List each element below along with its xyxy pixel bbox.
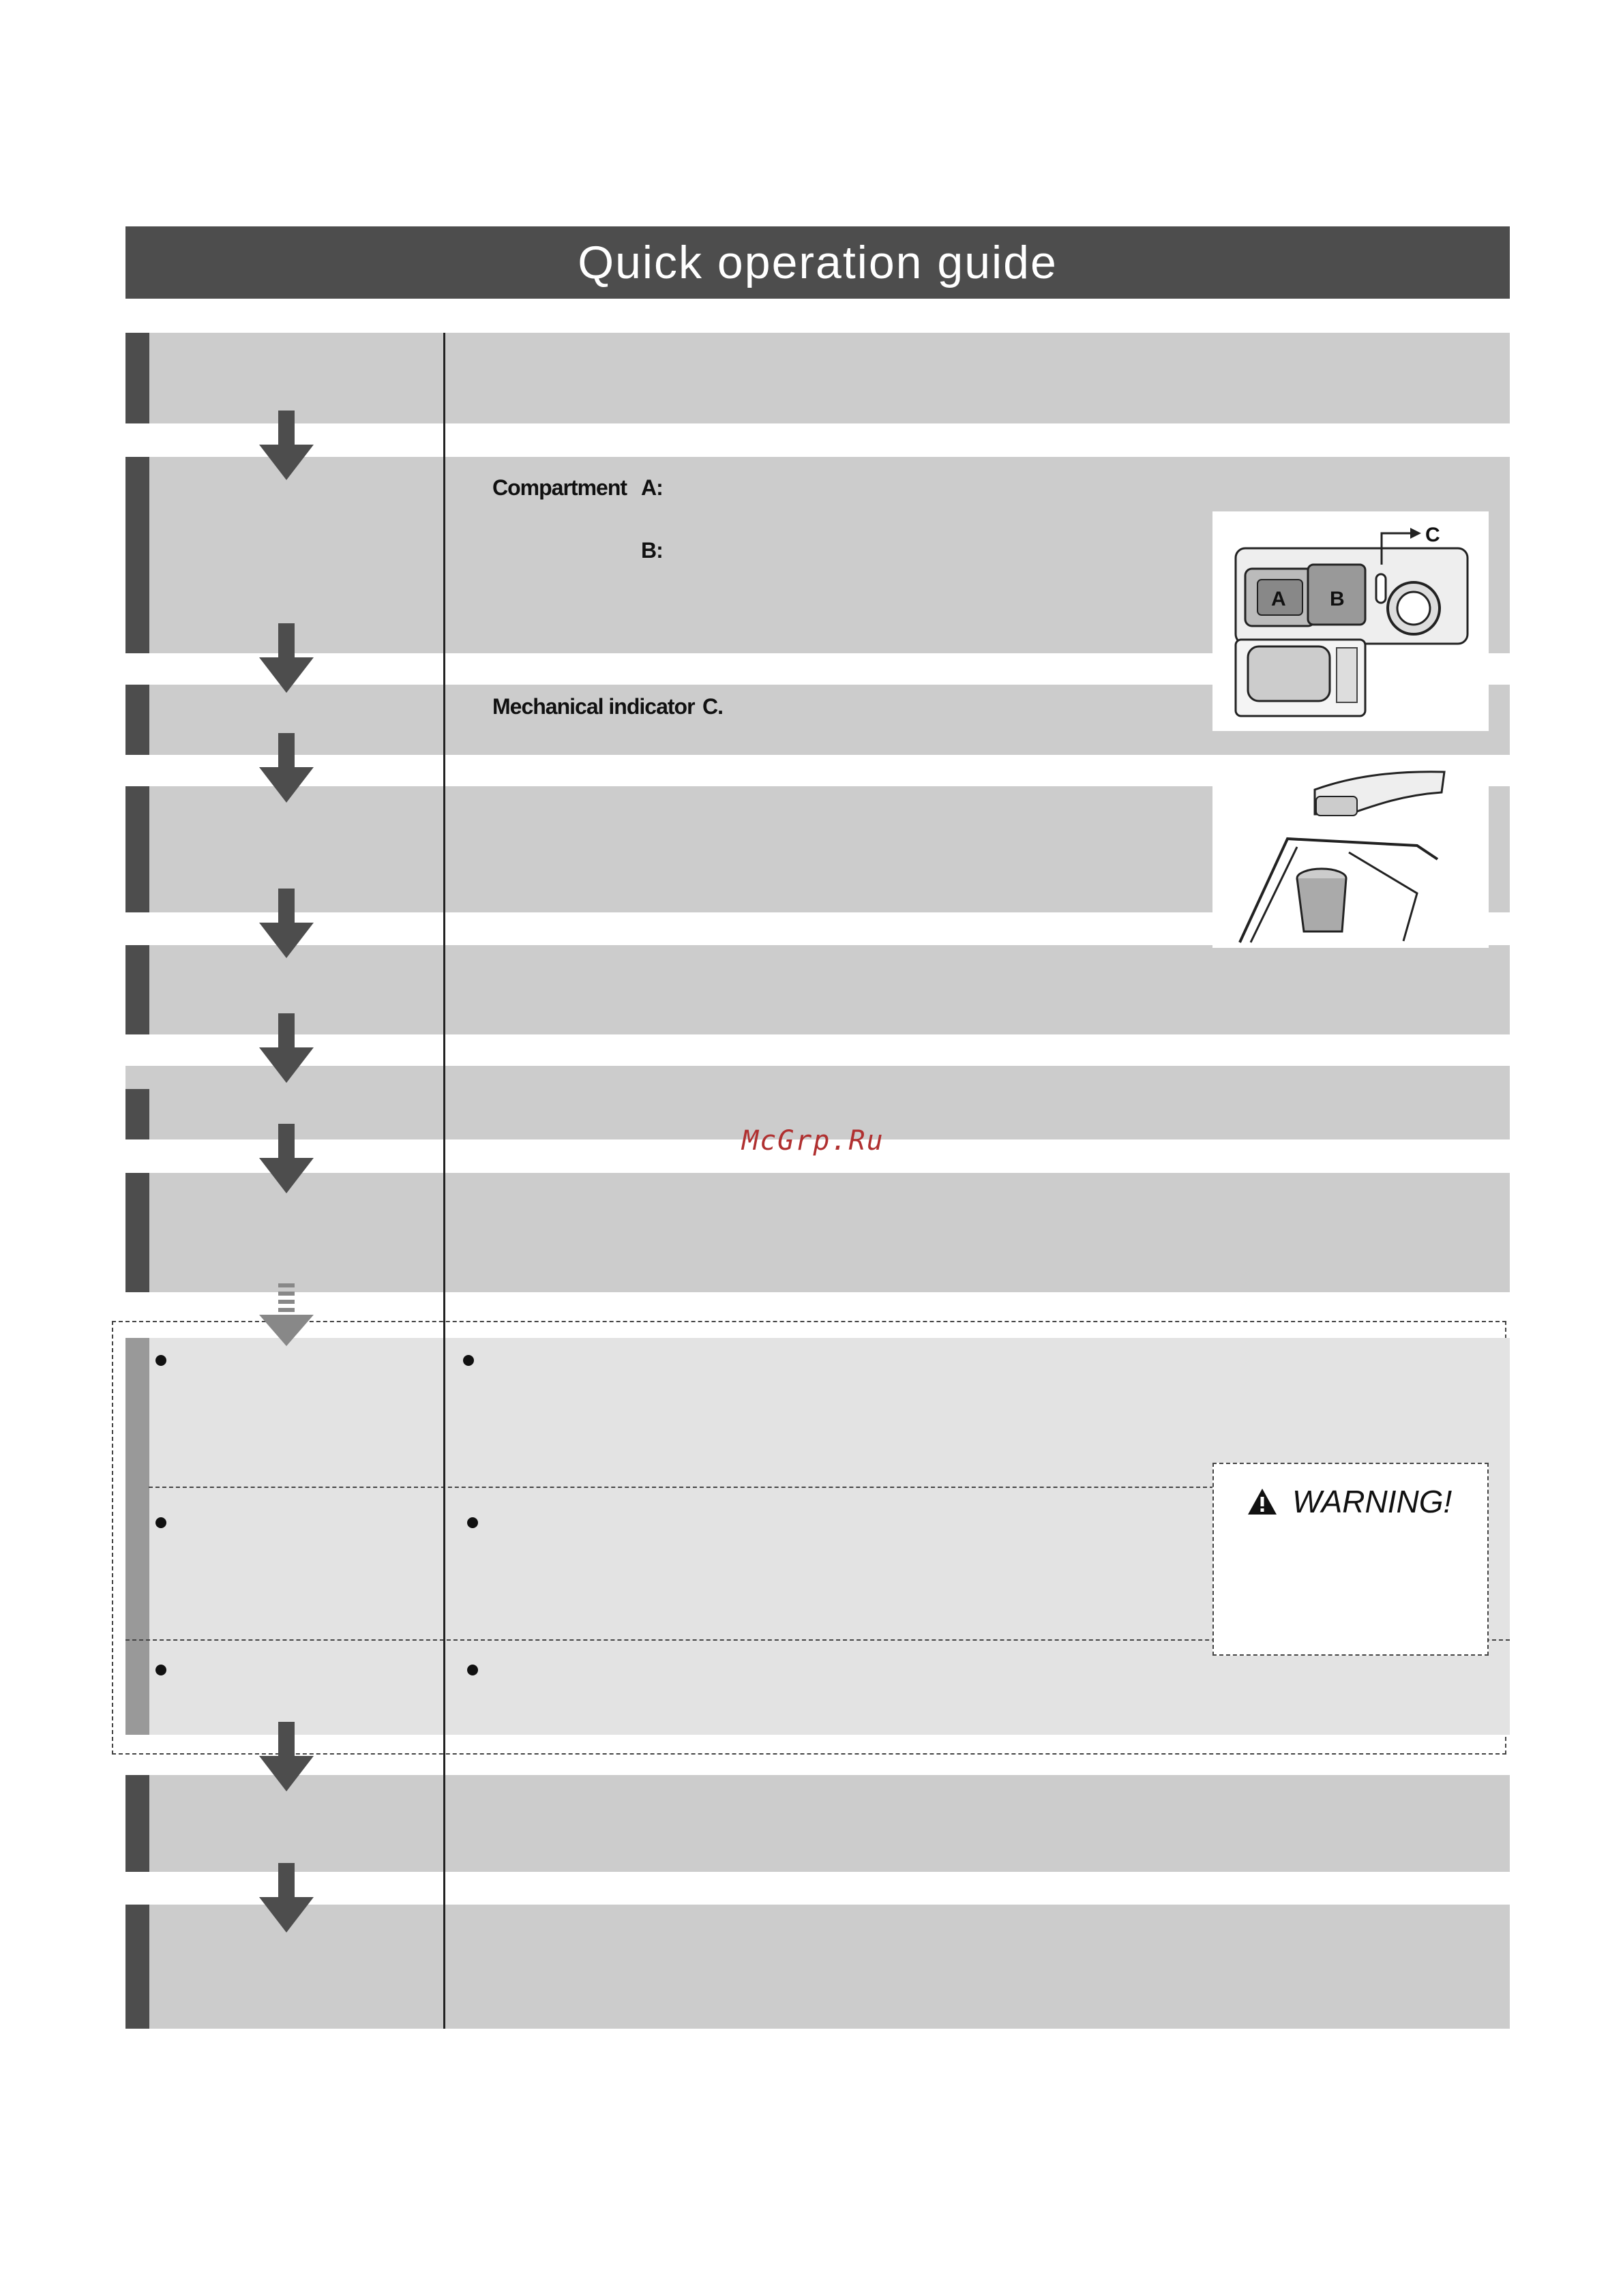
column-divider [443,333,445,2029]
step-row-5 [125,945,1510,1034]
step-marker [125,457,149,653]
arrow-down-icon [259,1863,314,1933]
callout-c-label: C [1425,524,1440,546]
step-marker [125,685,149,755]
indicator-c-label: C. [702,694,723,719]
step-marker [125,1089,149,1139]
arrow-down-icon [259,1722,314,1791]
step-marker [125,1173,149,1292]
step-row-1 [125,333,1510,423]
page-title: Quick operation guide [578,237,1058,288]
page-title-bar [125,226,1510,299]
dispenser-illustration [1212,511,1489,731]
dashed-arrow-down-icon [259,1283,314,1346]
bullet [155,1517,166,1528]
step-row-9 [125,1905,1510,2029]
warning-box [1212,1463,1489,1656]
step-marker [125,1775,149,1872]
dispenser-a-label: A [1271,588,1286,610]
step-row-8 [125,1775,1510,1872]
compartment-label: Compartment [492,475,627,500]
bullet [467,1517,478,1528]
step-marker [125,333,149,423]
arrow-down-icon [259,623,314,693]
arrow-down-icon [259,733,314,803]
compartment-a-label: A: [641,475,663,500]
step-marker [125,786,149,912]
mechanical-indicator-label: Mechanical indicator [492,694,695,719]
options-marker [125,1338,149,1735]
compartment-b-label: B: [641,538,663,563]
option-divider [149,1487,1214,1488]
dispenser-drawing [1212,511,1489,731]
warning-title: WARNING! [1292,1484,1453,1519]
arrow-down-icon [259,889,314,958]
step-marker [125,945,149,1034]
dispenser-b-label: B [1330,588,1345,610]
watermark: McGrp.Ru [742,1125,884,1157]
arrow-down-icon [259,1013,314,1083]
bullet [467,1665,478,1675]
arrow-down-icon [259,411,314,480]
step-row-7 [125,1173,1510,1292]
hand-filter-drawing [1212,757,1489,948]
arrow-down-icon [259,1124,314,1193]
bullet [155,1665,166,1675]
warning-triangle-icon [1247,1487,1278,1516]
bullet [155,1355,166,1366]
bullet [463,1355,474,1366]
step-marker [125,1905,149,2029]
hand-filter-illustration [1212,757,1489,948]
